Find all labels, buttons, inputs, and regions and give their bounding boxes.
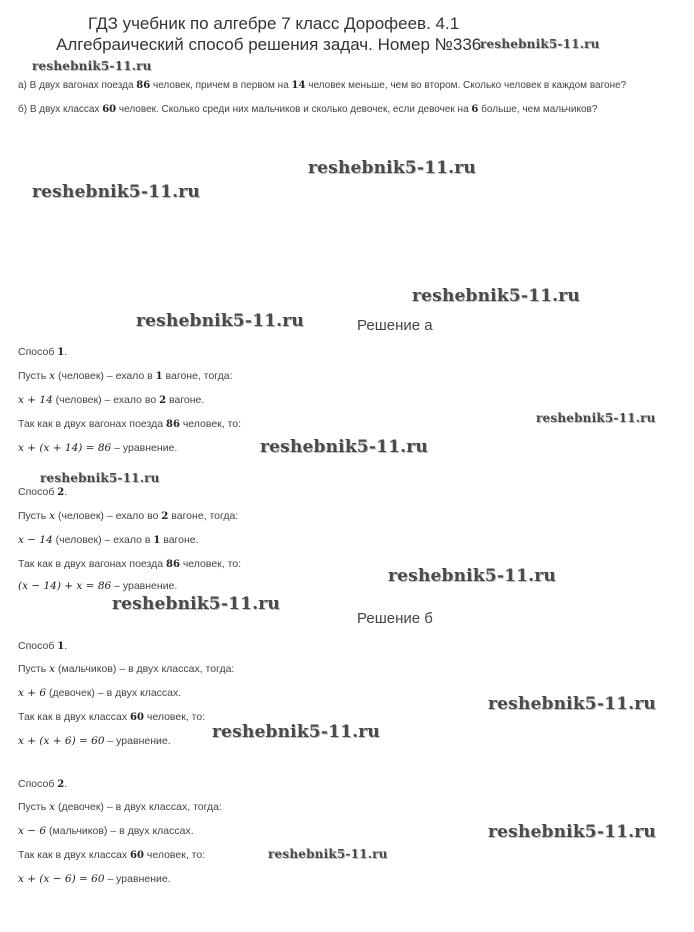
solution-a-heading: Решение а [357, 317, 433, 334]
solution-line: Так как в двух классах 60 человек, то: [18, 849, 206, 861]
watermark: reshebnik5-11.ru [260, 437, 428, 457]
solution-line: Пусть x (девочек) – в двух классах, тогда: [18, 801, 222, 813]
solution-line: Так как в двух классах 60 человек, то: [18, 711, 206, 723]
watermark: reshebnik5-11.ru [488, 822, 656, 842]
solution-line: Пусть x (человек) – ехало в 1 вагоне, тогда: [18, 370, 233, 382]
problem-b: б) В двух классах 60 человек. Сколько среди них мальчиков и сколько девочек, если девочек на 6 больше, чем мальчиков? [18, 104, 598, 115]
method-2-label: Способ 2. [18, 486, 68, 498]
watermark: reshebnik5-11.ru [488, 694, 656, 714]
watermark: reshebnik5-11.ru [32, 182, 200, 202]
solution-line: x + 14 (человек) – ехало во 2 вагоне. [18, 394, 205, 406]
equation-line: x + (x + 6) = 60 – уравнение. [18, 735, 171, 747]
solution-line: x − 14 (человек) – ехало в 1 вагоне. [18, 534, 199, 546]
page-title-line-2: Алгебраический способ решения задач. Номер №336 [56, 35, 482, 54]
solution-line: x − 6 (мальчиков) – в двух классах. [18, 825, 194, 837]
equation-line: x + (x − 6) = 60 – уравнение. [18, 873, 171, 885]
page-title-line-1: ГДЗ учебник по алгебре 7 класс Дорофеев. 4.1 [88, 14, 460, 33]
method-2-label: Способ 2. [18, 778, 68, 790]
solution-line: Так как в двух вагонах поезда 86 человек, то: [18, 418, 242, 430]
watermark: reshebnik5-11.ru [32, 59, 152, 73]
watermark: reshebnik5-11.ru [308, 158, 476, 178]
solution-line: x + 6 (девочек) – в двух классах. [18, 687, 182, 699]
watermark: reshebnik5-11.ru [40, 471, 160, 485]
watermark: reshebnik5-11.ru [212, 722, 380, 742]
watermark: reshebnik5-11.ru [112, 594, 280, 614]
problem-a: а) В двух вагонах поезда 86 человек, причем в первом на 14 человек меньше, чем во втором. Сколько человек в каждом вагоне? [18, 80, 627, 91]
equation-line: (x − 14) + x = 86 – уравнение. [18, 580, 178, 592]
watermark: reshebnik5-11.ru [536, 411, 656, 425]
watermark: reshebnik5-11.ru [412, 286, 580, 306]
watermark: reshebnik5-11.ru [268, 847, 388, 861]
watermark: reshebnik5-11.ru [388, 566, 556, 586]
solution-b-heading: Решение б [357, 610, 433, 627]
solution-line: Так как в двух вагонах поезда 86 человек, то: [18, 558, 242, 570]
watermark: reshebnik5-11.ru [480, 37, 600, 51]
equation-line: x + (x + 14) = 86 – уравнение. [18, 442, 178, 454]
solution-line: Пусть x (мальчиков) – в двух классах, тогда: [18, 663, 235, 675]
watermark: reshebnik5-11.ru [136, 311, 304, 331]
solution-line: Пусть x (человек) – ехало во 2 вагоне, тогда: [18, 510, 239, 522]
method-1-label: Способ 1. [18, 640, 68, 652]
method-1-label: Способ 1. [18, 346, 68, 358]
